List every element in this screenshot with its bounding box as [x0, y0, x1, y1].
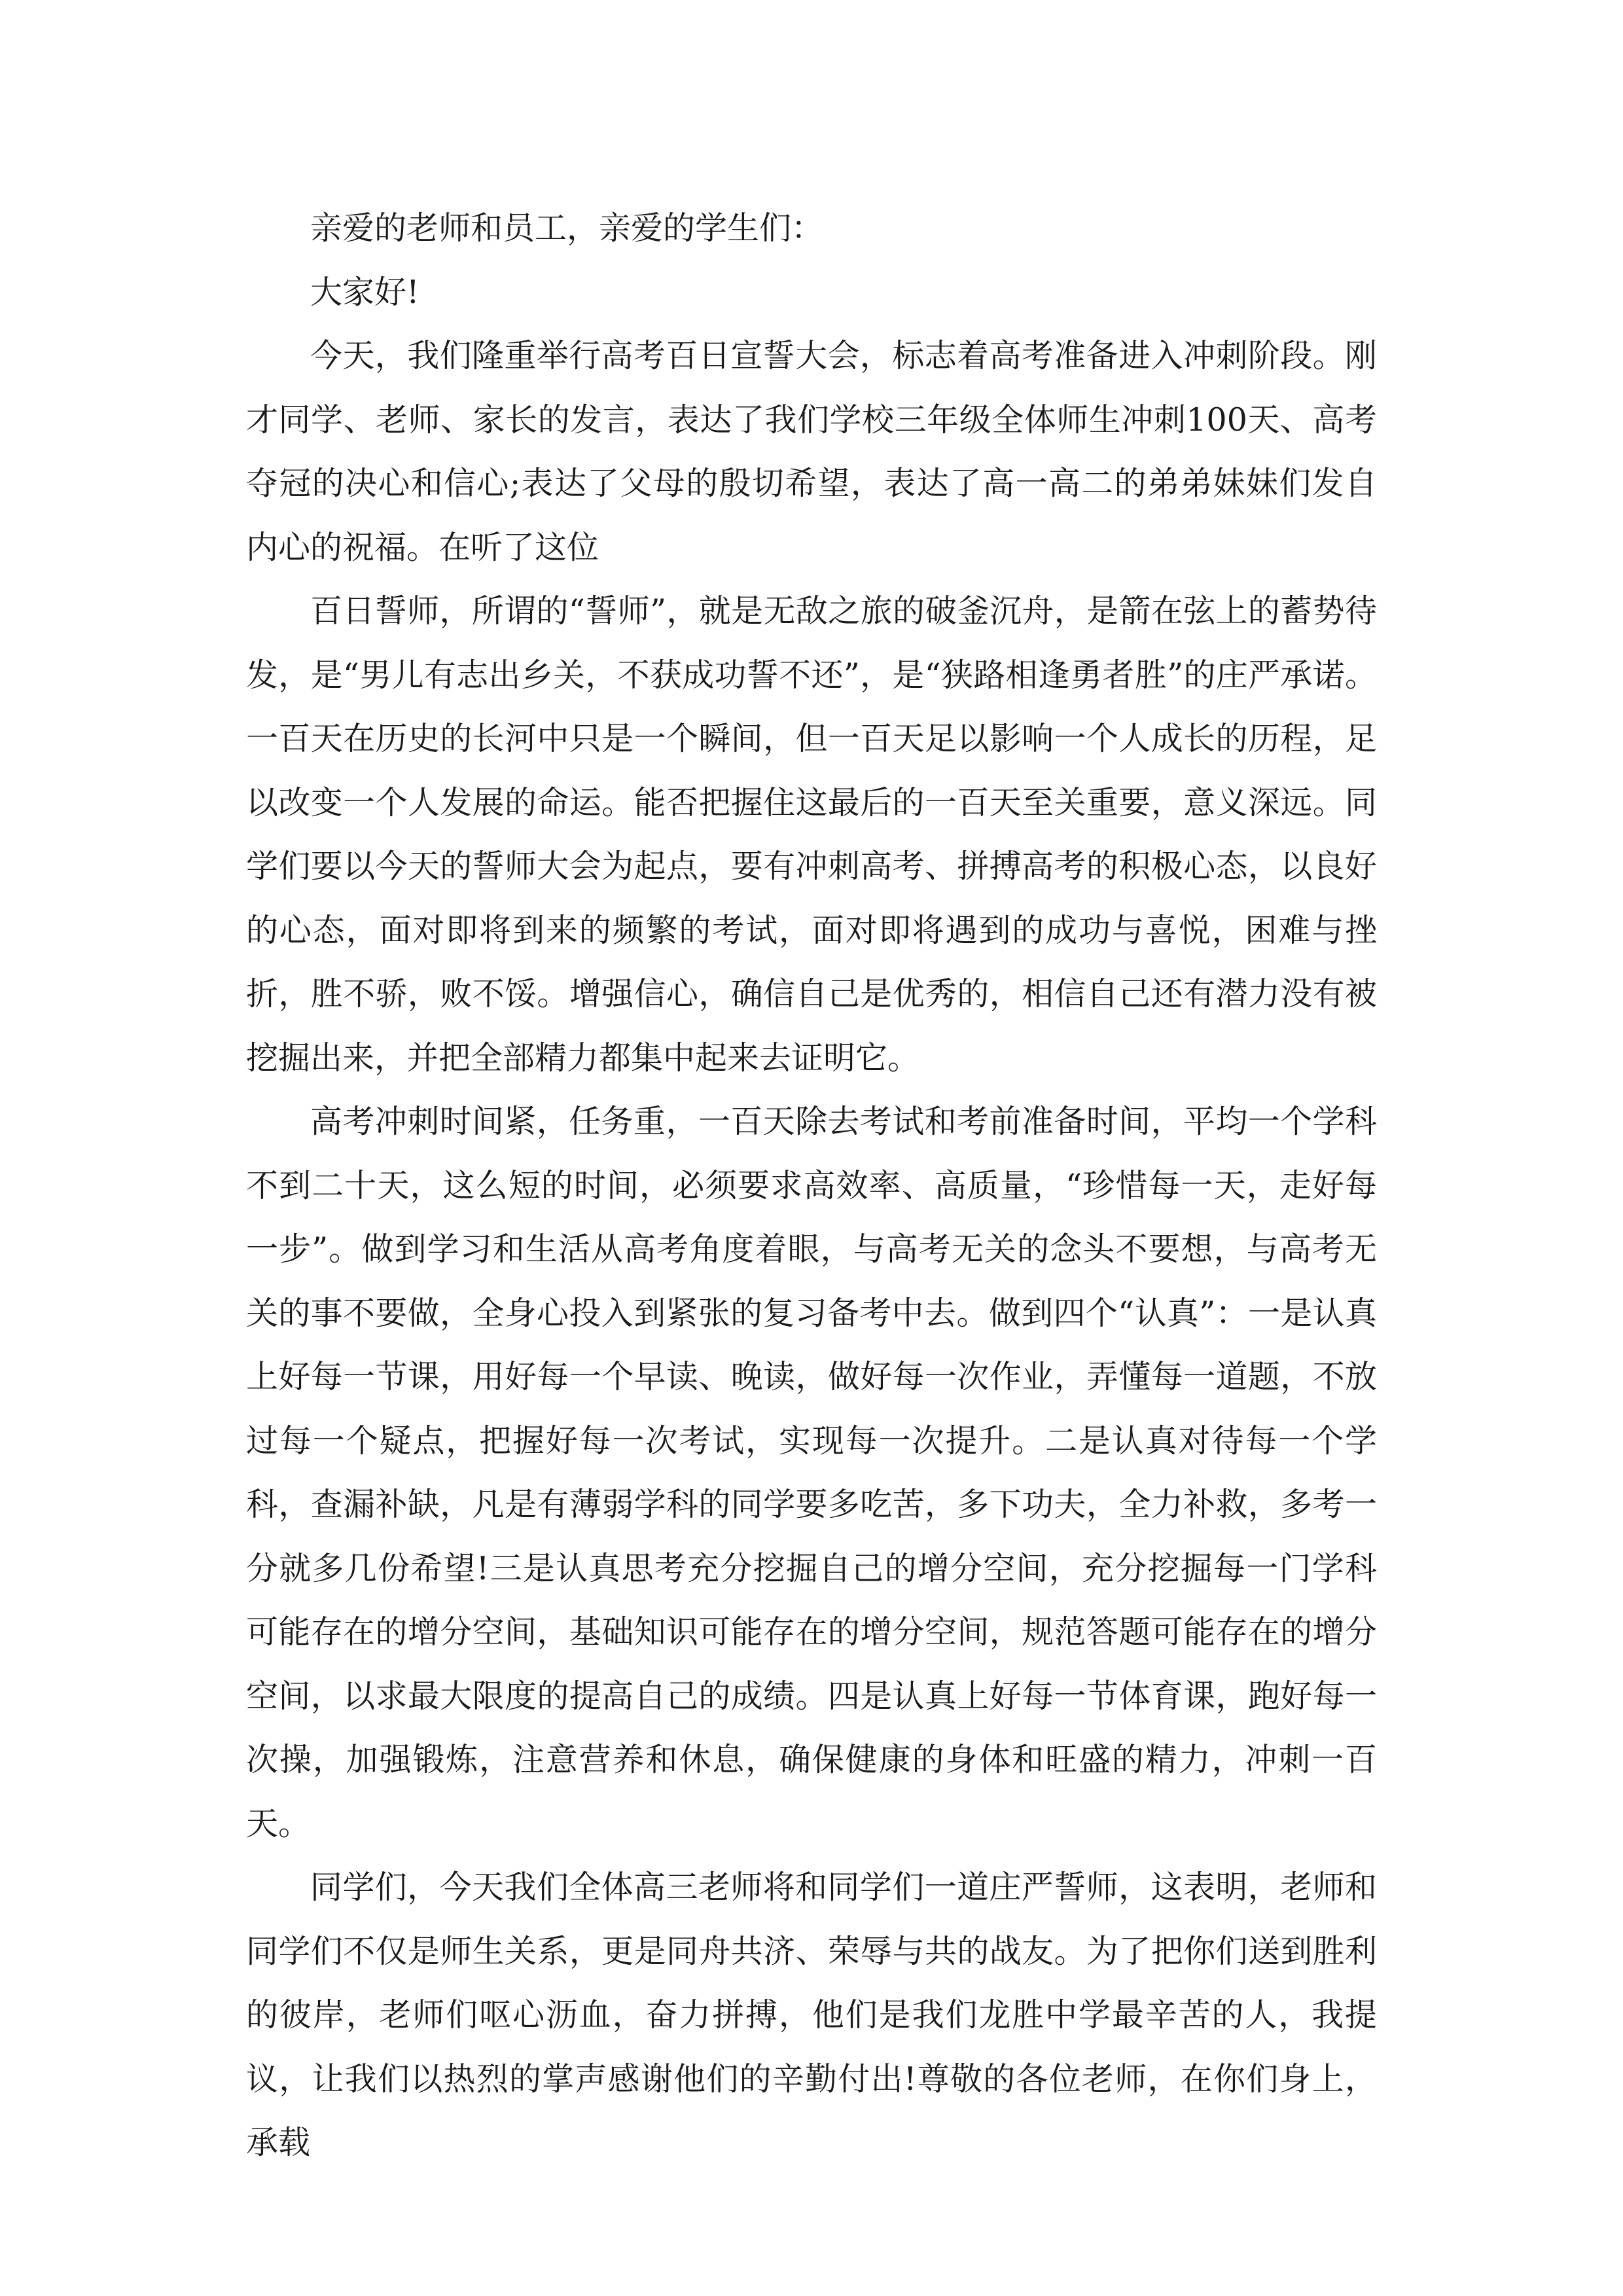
- document-body: [246, 196, 1377, 2175]
- greeting: 大家好!: [310, 273, 419, 311]
- paragraph-teachers: 同学们，今天我们全体高三老师将和同学们一道庄严誓师，这表明，老师和同学们不仅是师生关系，更是同舟共济、荣辱与共的战友。为了把你们送到胜利的彼岸，老师们呕心沥血，奋力拼搏，他们是我们龙胜中学最辛苦的人，我提议，让我们以热烈的掌声感谢他们的辛勤付出!尊敬的各位老师，在你们身上，承载: [246, 1869, 1377, 2161]
- paragraph-oath: 百日誓师，所谓的“誓师”，就是无敌之旅的破釜沉舟，是箭在弦上的蓄势待发，是“男儿有志出乡关，不获成功誓不还”，是“狭路相逢勇者胜”的庄严承诺。一百天在历史的长河中只是一个瞬间，但一百天足以影响一个人成长的历程，足以改变一个人发展的命运。能否把握住这最后的一百天至关重要，意义深远。同学们要以今天的誓师大会为起点，要有冲刺高考、拼搏高考的积极心态，以良好的心态，面对即将到来的频繁的考试，面对即将遇到的成功与喜悦，困难与挫折，胜不骄，败不馁。增强信心，确信自己是优秀的，相信自己还有潜力没有被挖掘出来，并把全部精力都集中起来去证明它。: [246, 592, 1377, 1077]
- paragraph-sprint: 高考冲刺时间紧，任务重，一百天除去考试和考前准备时间，平均一个学科不到二十天，这么短的时间，必须要求高效率、高质量，“珍惜每一天，走好每一步”。做到学习和生活从高考角度着眼，与高考无关的念头不要想，与高考无关的事不要做，全身心投入到紧张的复习备考中去。做到四个“认真”：一是认真上好每一节课，用好每一个早读、晚读，做好每一次作业，弄懂每一道题，不放过每一个疑点，把握好每一次考试，实现每一次提升。二是认真对待每一个学科，查漏补缺，凡是有薄弱学科的同学要多吃苦，多下功夫，全力补救，多考一分就多几份希望!三是认真思考充分挖掘自己的增分空间，充分挖掘每一门学科可能存在的增分空间，基础知识可能存在的增分空间，规范答题可能存在的增分空间，以求最大限度的提高自己的成绩。四是认真上好每一节体育课，跑好每一次操，加强锻炼，注意营养和休息，确保健康的身体和旺盛的精力，冲刺一百天。: [246, 1103, 1377, 1842]
- paragraph-opening: 今天，我们隆重举行高考百日宣誓大会，标志着高考准备进入冲刺阶段。刚才同学、老师、家长的发言，表达了我们学校三年级全体师生冲刺100天、高考夺冠的决心和信心;表达了父母的殷切希望，表达了高一高二的弟弟妹妹们发自内心的祝福。在听了这位: [246, 337, 1377, 566]
- salutation: 亲爱的老师和员工，亲爱的学生们：: [310, 209, 824, 247]
